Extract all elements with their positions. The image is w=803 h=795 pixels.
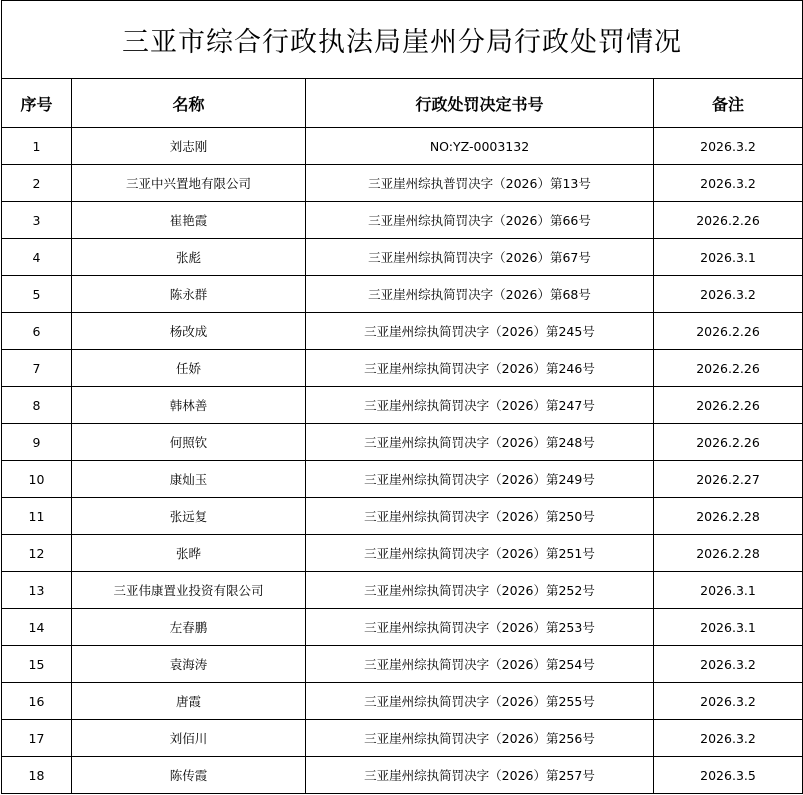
cell-note: 2026.2.26 bbox=[654, 387, 803, 424]
cell-doc: 三亚崖州综执简罚决字（2026）第255号 bbox=[306, 683, 654, 720]
cell-no: 8 bbox=[2, 387, 72, 424]
table-row bbox=[2, 202, 803, 239]
cell-name: 任娇 bbox=[72, 350, 306, 387]
cell-doc: 三亚崖州综执简罚决字（2026）第257号 bbox=[306, 757, 654, 794]
cell-name: 唐霞 bbox=[72, 683, 306, 720]
cell-no: 14 bbox=[2, 609, 72, 646]
cell-note: 2026.3.2 bbox=[654, 646, 803, 683]
cell-note: 2026.2.26 bbox=[654, 313, 803, 350]
cell-doc: 三亚崖州综执普罚决字（2026）第13号 bbox=[306, 165, 654, 202]
cell-note: 2026.3.1 bbox=[654, 609, 803, 646]
cell-name: 刘志刚 bbox=[72, 128, 306, 165]
table-body bbox=[2, 128, 803, 794]
cell-name: 左春鹏 bbox=[72, 609, 306, 646]
cell-note: 2026.2.27 bbox=[654, 461, 803, 498]
cell-name: 何照钦 bbox=[72, 424, 306, 461]
table-row bbox=[2, 720, 803, 757]
cell-note: 2026.3.1 bbox=[654, 239, 803, 276]
cell-doc: 三亚崖州综执简罚决字（2026）第253号 bbox=[306, 609, 654, 646]
title-row bbox=[2, 1, 803, 79]
cell-note: 2026.2.28 bbox=[654, 498, 803, 535]
table-row bbox=[2, 609, 803, 646]
table-row bbox=[2, 128, 803, 165]
column-header-doc: 行政处罚决定书号 bbox=[306, 79, 654, 128]
cell-no: 11 bbox=[2, 498, 72, 535]
table-row bbox=[2, 535, 803, 572]
cell-name: 张晔 bbox=[72, 535, 306, 572]
cell-name: 刘佰川 bbox=[72, 720, 306, 757]
cell-no: 13 bbox=[2, 572, 72, 609]
cell-no: 17 bbox=[2, 720, 72, 757]
cell-doc: 三亚崖州综执简罚决字（2026）第249号 bbox=[306, 461, 654, 498]
cell-name: 康灿玉 bbox=[72, 461, 306, 498]
cell-no: 10 bbox=[2, 461, 72, 498]
table-row bbox=[2, 313, 803, 350]
cell-doc: 三亚崖州综执简罚决字（2026）第250号 bbox=[306, 498, 654, 535]
cell-name: 陈永群 bbox=[72, 276, 306, 313]
column-header-note: 备注 bbox=[654, 79, 803, 128]
cell-name: 三亚伟康置业投资有限公司 bbox=[72, 572, 306, 609]
cell-no: 15 bbox=[2, 646, 72, 683]
cell-no: 1 bbox=[2, 128, 72, 165]
table-title: 三亚市综合行政执法局崖州分局行政处罚情况 bbox=[2, 1, 803, 79]
cell-note: 2026.2.26 bbox=[654, 350, 803, 387]
cell-no: 18 bbox=[2, 757, 72, 794]
table-row bbox=[2, 350, 803, 387]
cell-no: 12 bbox=[2, 535, 72, 572]
cell-note: 2026.3.2 bbox=[654, 720, 803, 757]
cell-name: 崔艳霞 bbox=[72, 202, 306, 239]
cell-note: 2026.2.26 bbox=[654, 424, 803, 461]
cell-no: 16 bbox=[2, 683, 72, 720]
cell-doc: 三亚崖州综执简罚决字（2026）第251号 bbox=[306, 535, 654, 572]
table-row bbox=[2, 572, 803, 609]
cell-no: 9 bbox=[2, 424, 72, 461]
cell-note: 2026.2.26 bbox=[654, 202, 803, 239]
cell-no: 6 bbox=[2, 313, 72, 350]
cell-note: 2026.2.28 bbox=[654, 535, 803, 572]
cell-name: 陈传霞 bbox=[72, 757, 306, 794]
cell-no: 7 bbox=[2, 350, 72, 387]
cell-note: 2026.3.2 bbox=[654, 128, 803, 165]
table-row bbox=[2, 683, 803, 720]
cell-doc: 三亚崖州综执简罚决字（2026）第68号 bbox=[306, 276, 654, 313]
table-row bbox=[2, 461, 803, 498]
table-row bbox=[2, 276, 803, 313]
cell-name: 韩林善 bbox=[72, 387, 306, 424]
cell-doc: 三亚崖州综执简罚决字（2026）第245号 bbox=[306, 313, 654, 350]
cell-doc: 三亚崖州综执简罚决字（2026）第247号 bbox=[306, 387, 654, 424]
cell-no: 5 bbox=[2, 276, 72, 313]
cell-no: 4 bbox=[2, 239, 72, 276]
cell-doc: 三亚崖州综执简罚决字（2026）第66号 bbox=[306, 202, 654, 239]
cell-no: 2 bbox=[2, 165, 72, 202]
cell-doc: NO:YZ-0003132 bbox=[306, 128, 654, 165]
cell-note: 2026.3.2 bbox=[654, 276, 803, 313]
table-row bbox=[2, 239, 803, 276]
table-row bbox=[2, 424, 803, 461]
table-row bbox=[2, 387, 803, 424]
cell-doc: 三亚崖州综执简罚决字（2026）第254号 bbox=[306, 646, 654, 683]
header-row bbox=[2, 79, 803, 128]
cell-note: 2026.3.5 bbox=[654, 757, 803, 794]
penalty-table bbox=[1, 0, 803, 794]
table-row bbox=[2, 165, 803, 202]
column-header-name: 名称 bbox=[72, 79, 306, 128]
cell-name: 张远复 bbox=[72, 498, 306, 535]
cell-note: 2026.3.1 bbox=[654, 572, 803, 609]
cell-doc: 三亚崖州综执简罚决字（2026）第67号 bbox=[306, 239, 654, 276]
cell-doc: 三亚崖州综执简罚决字（2026）第246号 bbox=[306, 350, 654, 387]
cell-name: 三亚中兴置地有限公司 bbox=[72, 165, 306, 202]
table-row bbox=[2, 498, 803, 535]
cell-doc: 三亚崖州综执简罚决字（2026）第248号 bbox=[306, 424, 654, 461]
cell-doc: 三亚崖州综执简罚决字（2026）第252号 bbox=[306, 572, 654, 609]
table-row bbox=[2, 757, 803, 794]
cell-name: 袁海涛 bbox=[72, 646, 306, 683]
table-row bbox=[2, 646, 803, 683]
cell-note: 2026.3.2 bbox=[654, 683, 803, 720]
cell-name: 张彪 bbox=[72, 239, 306, 276]
cell-note: 2026.3.2 bbox=[654, 165, 803, 202]
cell-name: 杨改成 bbox=[72, 313, 306, 350]
column-header-no: 序号 bbox=[2, 79, 72, 128]
cell-no: 3 bbox=[2, 202, 72, 239]
cell-doc: 三亚崖州综执简罚决字（2026）第256号 bbox=[306, 720, 654, 757]
